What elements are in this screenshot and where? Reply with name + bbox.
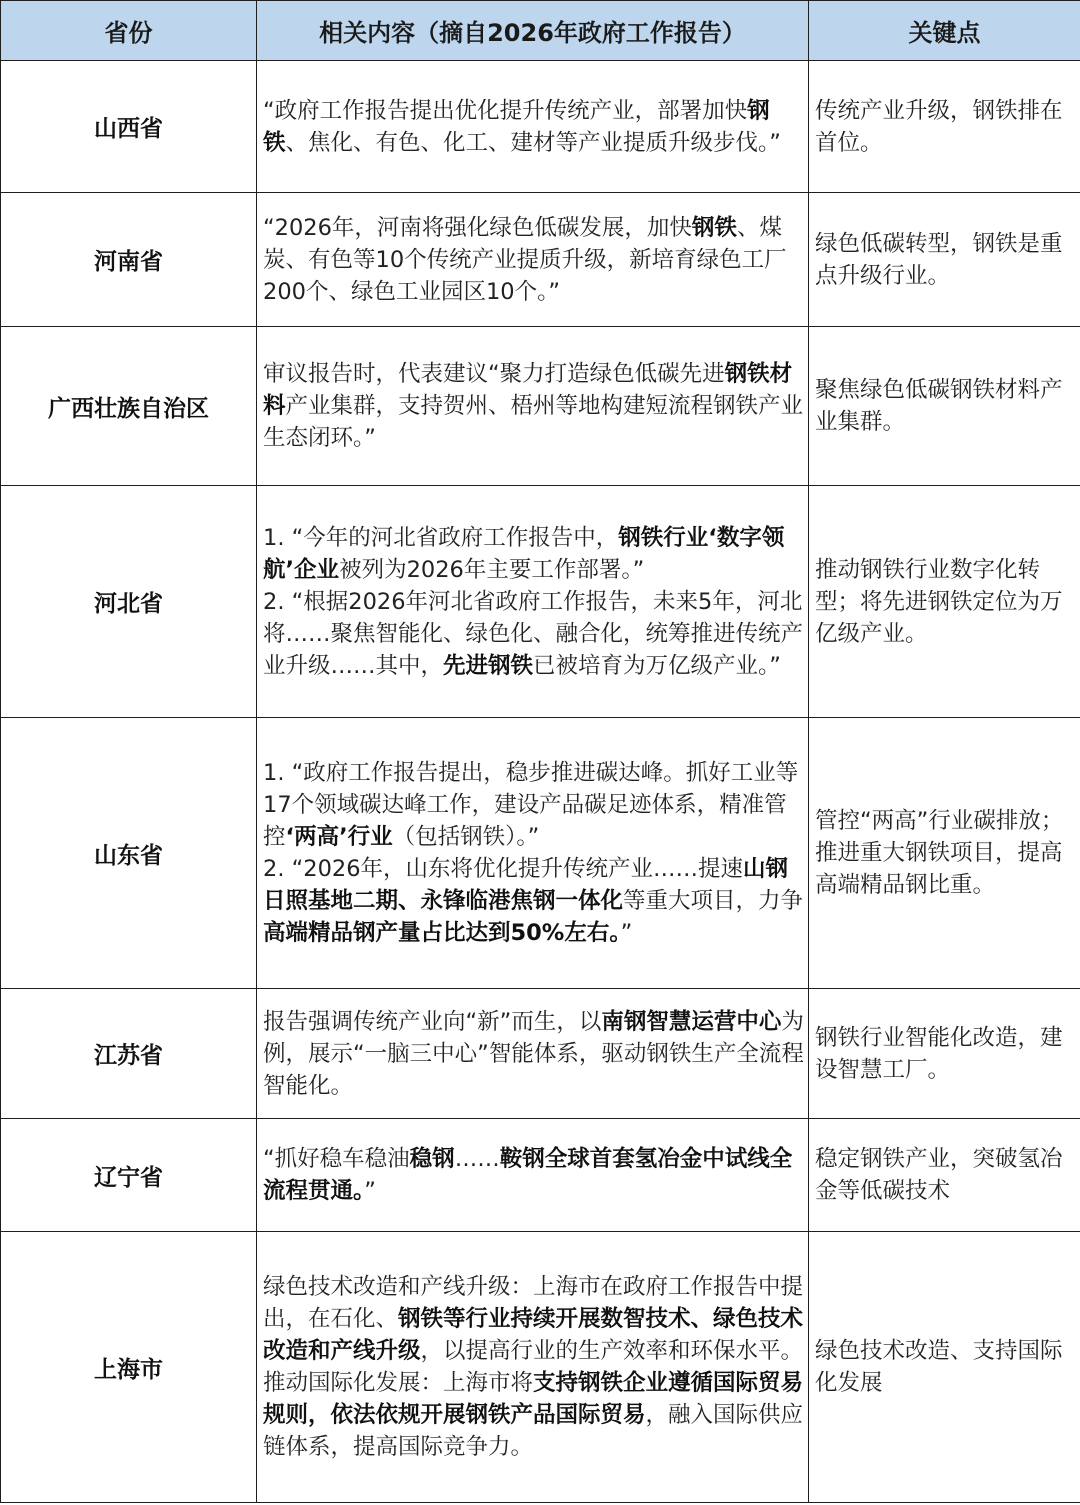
table-row bbox=[1, 989, 1080, 1119]
header-row bbox=[1, 1, 1080, 61]
content-text: 1. “政府工作报告提出，稳步推进碳达峰。抓好工业等17个领域碳达峰工作，建设产品碳足迹体系，精准管控 bbox=[263, 760, 799, 850]
content-text: 报告强调传统产业向“新”而生，以 bbox=[263, 1008, 602, 1035]
table-body bbox=[1, 61, 1080, 1503]
province-cell: 河南省 bbox=[1, 193, 257, 327]
content-emphasis: 高端精品钢产量占比达到50%左右。 bbox=[263, 920, 621, 946]
content-emphasis: 鞍钢全球首套氢冶金中试线全流程贯通。 bbox=[263, 1146, 793, 1204]
content-text: 为例，展示“一脑三中心”智能体系，驱动钢铁生产全流程智能化。 bbox=[263, 1008, 804, 1099]
content-text: ” bbox=[620, 920, 633, 946]
key-point-cell: 聚焦绿色低碳钢铁材料产业集群。 bbox=[809, 327, 1080, 486]
content-text: “2026年，河南将强化绿色低碳发展，加快 bbox=[263, 214, 692, 241]
content-text: 等重大项目，力争 bbox=[623, 888, 804, 914]
content-text: ” bbox=[364, 1178, 376, 1204]
content-emphasis: ‘两高’行业 bbox=[285, 824, 393, 850]
key-point-cell: 推动钢铁行业数字化转型；将先进钢铁定位为万亿级产业。 bbox=[809, 486, 1080, 718]
content-cell bbox=[257, 1119, 809, 1232]
content-emphasis: 钢铁材料 bbox=[263, 361, 793, 419]
province-cell: 河北省 bbox=[1, 486, 257, 718]
province-cell: 江苏省 bbox=[1, 989, 257, 1119]
content-text: 被列为2026年主要工作部署。” bbox=[339, 556, 645, 583]
content-emphasis: 山钢日照基地二期、永锋临港焦钢一体化 bbox=[263, 856, 789, 914]
content-paragraph bbox=[263, 358, 804, 454]
content-cell bbox=[257, 193, 809, 327]
province-cell: 广西壮族自治区 bbox=[1, 327, 257, 486]
content-cell bbox=[257, 486, 809, 718]
key-point-cell: 绿色技术改造、支持国际化发展 bbox=[809, 1232, 1080, 1503]
content-paragraph bbox=[263, 1271, 804, 1367]
content-text: 2. “根据2026年河北省政府工作报告，未来5年，河北将……聚焦智能化、绿色化、融合化，统筹推进传统产业升级……其中， bbox=[263, 588, 804, 679]
header-province: 省份 bbox=[1, 1, 257, 61]
content-text: “抓好稳车稳油 bbox=[263, 1146, 410, 1172]
content-paragraph bbox=[263, 757, 804, 853]
key-point-cell: 绿色低碳转型，钢铁是重点升级行业。 bbox=[809, 193, 1080, 327]
table-row bbox=[1, 718, 1080, 989]
province-cell: 山东省 bbox=[1, 718, 257, 989]
table-row bbox=[1, 61, 1080, 193]
header-key-point: 关键点 bbox=[809, 1, 1080, 61]
key-point-cell: 钢铁行业智能化改造，建设智慧工厂。 bbox=[809, 989, 1080, 1119]
table-row bbox=[1, 1232, 1080, 1503]
province-cell: 辽宁省 bbox=[1, 1119, 257, 1232]
content-text: （包括钢铁）。” bbox=[392, 824, 540, 850]
province-cell: 山西省 bbox=[1, 61, 257, 193]
content-emphasis: 钢铁等行业持续开展数智技术、绿色技术改造和产线升级 bbox=[263, 1306, 804, 1364]
province-cell: 上海市 bbox=[1, 1232, 257, 1503]
content-paragraph bbox=[263, 853, 804, 949]
content-text: 、焦化、有色、化工、建材等产业提质升级步伐。” bbox=[285, 129, 781, 156]
key-point-cell: 管控“两高”行业碳排放；推进重大钢铁项目，提高高端精品钢比重。 bbox=[809, 718, 1080, 989]
content-text: …… bbox=[454, 1146, 500, 1172]
table-row bbox=[1, 327, 1080, 486]
content-emphasis: 先进钢铁 bbox=[443, 652, 534, 679]
content-text: 产业集群，支持贺州、梧州等地构建短流程钢铁产业生态闭环。” bbox=[263, 393, 804, 451]
key-point-cell: 传统产业升级，钢铁排在首位。 bbox=[809, 61, 1080, 193]
content-cell bbox=[257, 718, 809, 989]
content-text: 审议报告时，代表建议“聚力打造绿色低碳先进 bbox=[263, 361, 725, 387]
content-emphasis: 钢铁 bbox=[691, 214, 737, 241]
content-text: 已被培育为万亿级产业。” bbox=[533, 652, 781, 679]
content-cell bbox=[257, 327, 809, 486]
content-paragraph bbox=[263, 586, 804, 682]
content-emphasis: 钢铁 bbox=[263, 97, 770, 156]
content-paragraph bbox=[263, 1143, 804, 1207]
content-text: 推动国际化发展：上海市将 bbox=[263, 1370, 534, 1396]
content-text: 绿色技术改造和产线升级：上海市在政府工作报告中提出，在石化、 bbox=[263, 1274, 804, 1332]
content-emphasis: 稳钢 bbox=[409, 1146, 455, 1172]
content-text: 、煤炭、有色等10个传统产业提质升级，新培育绿色工厂200个、绿色工业园区10个。” bbox=[263, 214, 787, 305]
content-cell bbox=[257, 61, 809, 193]
content-emphasis: 支持钢铁企业遵循国际贸易规则，依法依规开展钢铁产品国际贸易 bbox=[263, 1370, 804, 1428]
content-cell bbox=[257, 1232, 809, 1503]
content-paragraph bbox=[263, 1006, 804, 1102]
content-text: ，以提高行业的生产效率和环保水平。 bbox=[420, 1338, 804, 1364]
header-content: 相关内容（摘自2026年政府工作报告） bbox=[257, 1, 809, 61]
content-emphasis: 南钢智慧运营中心 bbox=[601, 1008, 782, 1035]
content-text: “政府工作报告提出优化提升传统产业，部署加快 bbox=[263, 97, 748, 124]
content-paragraph bbox=[263, 95, 804, 159]
content-cell bbox=[257, 989, 809, 1119]
key-point-cell: 稳定钢铁产业，突破氢冶金等低碳技术 bbox=[809, 1119, 1080, 1232]
content-paragraph bbox=[263, 212, 804, 308]
content-text: 1. “今年的河北省政府工作报告中， bbox=[263, 524, 619, 551]
content-text: 2. “2026年，山东将优化提升传统产业……提速 bbox=[263, 856, 744, 882]
content-paragraph bbox=[263, 522, 804, 586]
content-text: ，融入国际供应链体系，提高国际竞争力。 bbox=[263, 1402, 804, 1460]
content-emphasis: 钢铁行业‘数字领航’企业 bbox=[263, 524, 785, 583]
table-row bbox=[1, 1119, 1080, 1232]
table-row bbox=[1, 193, 1080, 327]
content-paragraph bbox=[263, 1367, 804, 1463]
table-row bbox=[1, 486, 1080, 718]
